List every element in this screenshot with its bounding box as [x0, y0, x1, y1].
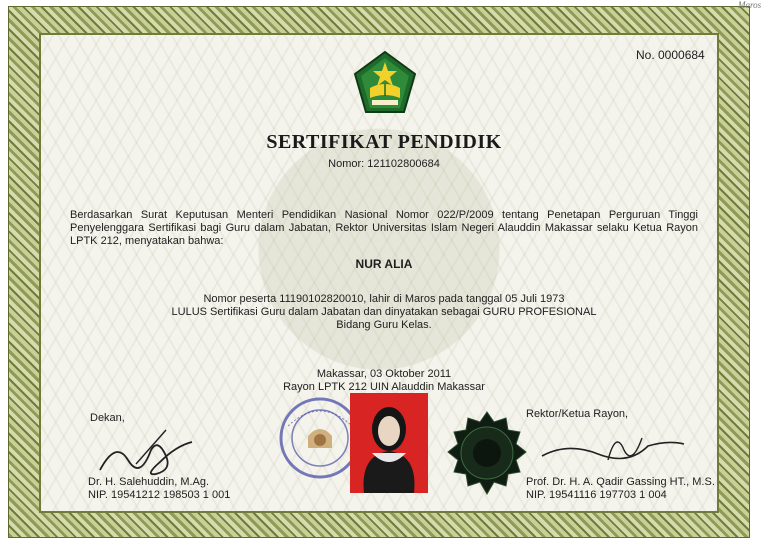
intro-paragraph: Berdasarkan Surat Keputusan Menteri Pendidikan Nasional Nomor 022/P/2009 tentang Penetapan Perguruan Tinggi Penyelenggara Sertifikasi bagi Guru dalam Jabatan, Rektor Universitas Islam Negeri Alauddin Makassar selaku Ketua Rayon LPTK 212, menyatakan bahwa: [70, 209, 698, 247]
details-line-1: Nomor peserta 11190102820010, lahir di Maros pada tanggal 05 Juli 1973 [203, 293, 565, 305]
certificate-number: No. 0000684 [636, 48, 705, 62]
left-signatory [88, 476, 230, 502]
left-signatory-role: Dekan, [90, 412, 125, 424]
details-block [0, 293, 768, 332]
certificate-nomor: Nomor: 121102800684 [328, 158, 440, 170]
issue-place-date: Makassar, 03 Oktober 2011 [316, 368, 452, 380]
right-signature-icon [538, 420, 688, 470]
details-line-3: Bidang Guru Kelas. [336, 319, 432, 331]
details-line-2: LULUS Sertifikasi Guru dalam Jabatan dan dinyatakan sebagai GURU PROFESIONAL [171, 306, 597, 318]
issuer: Rayon LPTK 212 UIN Alauddin Makassar [283, 381, 485, 393]
right-signatory [526, 476, 715, 502]
left-signatory-nip: NIP. 19541212 198503 1 001 [88, 489, 231, 501]
right-signatory-nip: NIP. 19541116 197703 1 004 [526, 489, 667, 501]
issue-block [0, 368, 768, 394]
right-signatory-name: Prof. Dr. H. A. Qadir Gassing HT., M.S. [526, 476, 715, 488]
corner-note: Maros [738, 0, 762, 10]
certificate-title: SERTIFIKAT PENDIDIK [266, 131, 502, 153]
ministry-emblem-icon [352, 50, 418, 116]
left-signatory-name: Dr. H. Salehuddin, M.Ag. [88, 476, 210, 488]
person-photo-icon [350, 393, 428, 493]
rector-seal-icon [444, 410, 530, 496]
recipient-photo [350, 393, 428, 493]
right-signatory-role: Rektor/Ketua Rayon, [526, 408, 629, 420]
recipient-name: NUR ALIA [355, 257, 413, 271]
left-signature-icon [96, 420, 206, 484]
